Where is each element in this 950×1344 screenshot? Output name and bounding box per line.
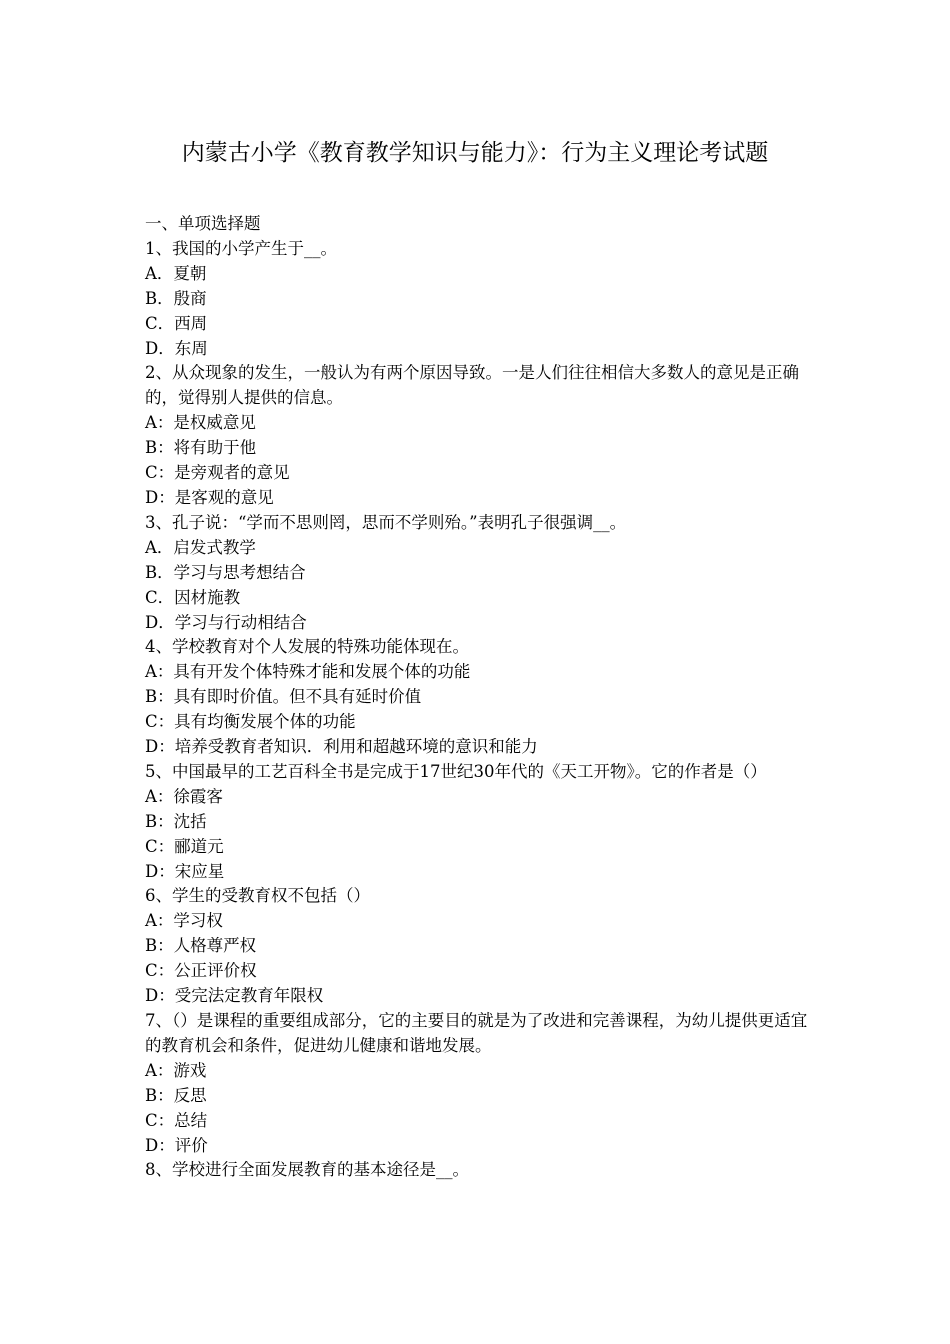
option-b: B．殷商 <box>145 288 207 308</box>
section-heading: 一、单项选择题 <box>145 214 261 233</box>
option-a: A．夏朝 <box>145 263 207 283</box>
option-b: B：沈括 <box>145 811 207 831</box>
option-c: C．因材施教 <box>145 587 241 607</box>
question-5 <box>145 760 815 885</box>
question-6 <box>145 884 815 1009</box>
option-b: B：具有即时价值。但不具有延时价值 <box>145 687 422 707</box>
option-d: D．东周 <box>145 338 208 358</box>
question-list <box>145 212 815 1183</box>
question-stem: 6、学生的受教育权不包括（） <box>145 886 370 906</box>
question-8 <box>145 1158 815 1183</box>
question-4 <box>145 635 815 760</box>
option-c: C．西周 <box>145 313 208 333</box>
question-stem: 2、从众现象的发生，一般认为有两个原因导致。一是人们往往相信大多数人的意见是正确的，觉得别人提供的信息。 <box>145 363 799 408</box>
question-1 <box>145 237 815 362</box>
question-stem: 4、学校教育对个人发展的特殊功能体现在。 <box>145 637 469 657</box>
question-2 <box>145 361 815 510</box>
option-c: C：具有均衡发展个体的功能 <box>145 712 356 732</box>
option-a: A：游戏 <box>145 1060 207 1080</box>
question-stem: 7、（）是课程的重要组成部分，它的主要目的就是为了改进和完善课程，为幼儿提供更适宜的教育机会和条件，促进幼儿健康和谐地发展。 <box>145 1011 808 1055</box>
question-7 <box>145 1009 815 1158</box>
question-3 <box>145 511 815 636</box>
option-b: B：反思 <box>145 1085 207 1105</box>
option-a: A：具有开发个体特殊才能和发展个体的功能 <box>145 662 471 682</box>
option-d: D：培养受教育者知识．利用和超越环境的意识和能力 <box>145 737 538 757</box>
option-d: D：是客观的意见 <box>145 487 274 507</box>
option-d: D：宋应星 <box>145 861 225 881</box>
option-c: C：公正评价权 <box>145 961 257 981</box>
question-stem: 5、中国最早的工艺百科全书是完成于17世纪30年代的《天工开物》。它的作者是（） <box>145 761 767 781</box>
option-b: B：将有助于他 <box>145 438 257 458</box>
option-c: C：郦道元 <box>145 836 224 856</box>
page-title: 内蒙古小学《教育教学知识与能力》：行为主义理论考试题 <box>181 140 769 166</box>
question-stem: 8、学校进行全面发展教育的基本途径是__。 <box>145 1160 469 1180</box>
option-b: B：人格尊严权 <box>145 936 257 956</box>
option-a: A：徐霞客 <box>145 786 223 806</box>
question-stem: 1、我国的小学产生于__。 <box>145 238 337 258</box>
option-a: A．启发式教学 <box>145 537 256 557</box>
question-stem: 3、孔子说：“学而不思则罔，思而不学则殆。”表明孔子很强调__。 <box>145 512 627 532</box>
option-a: A：是权威意见 <box>145 413 256 433</box>
option-c: C：总结 <box>145 1110 208 1130</box>
option-d: D．学习与行动相结合 <box>145 612 307 632</box>
option-d: D：评价 <box>145 1135 208 1155</box>
option-b: B．学习与思考想结合 <box>145 562 306 582</box>
option-d: D：受完法定教育年限权 <box>145 986 324 1006</box>
option-a: A：学习权 <box>145 911 223 931</box>
option-c: C：是旁观者的意见 <box>145 463 290 483</box>
